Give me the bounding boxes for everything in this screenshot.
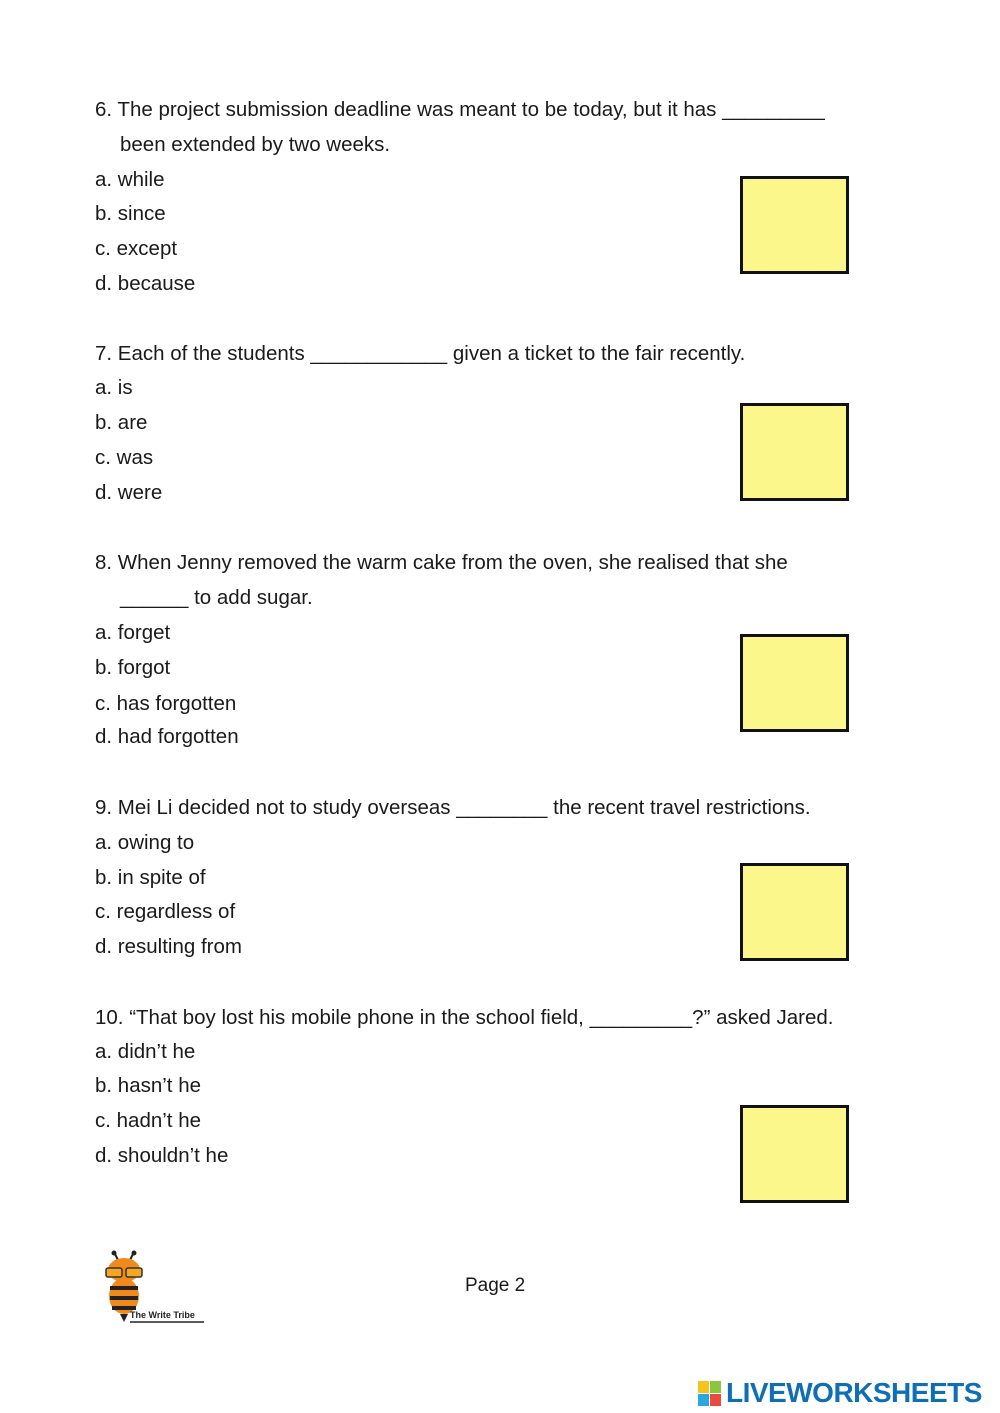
answer-box-q9[interactable] (740, 863, 849, 961)
question-8-stem: 8. When Jenny removed the warm cake from the oven, she realised that she (95, 551, 788, 574)
option-d: d. had forgotten (95, 725, 239, 748)
option-c: c. except (95, 237, 178, 260)
page-number: Page 2 (465, 1275, 526, 1296)
answer-box-q7[interactable] (740, 403, 849, 501)
option-a: a. didn’t he (95, 1040, 196, 1063)
option-b: b. are (95, 411, 148, 434)
question-6-stem: 6. The project submission deadline was meant to be today, but it has _________ (95, 98, 825, 121)
liveworksheets-text: LIVEWORKSHEETS (726, 1377, 982, 1408)
question-9-stem: 9. Mei Li decided not to study overseas ________ the recent travel restrictions. (95, 796, 811, 819)
option-a: a. owing to (95, 831, 195, 854)
option-c: c. was (95, 446, 154, 469)
write-tribe-logo (100, 1250, 210, 1326)
option-c: c. regardless of (95, 900, 236, 923)
answer-box-q8[interactable] (740, 634, 849, 732)
question-8-stem-cont: ______ to add sugar. (120, 586, 313, 609)
option-b: b. since (95, 202, 166, 225)
question-7-stem: 7. Each of the students ____________ given a ticket to the fair recently. (95, 342, 746, 365)
option-c: c. hadn’t he (95, 1109, 201, 1132)
option-d: d. because (95, 272, 196, 295)
option-b: b. in spite of (95, 866, 206, 889)
question-6-stem-cont: been extended by two weeks. (120, 133, 391, 156)
option-b: b. forgot (95, 656, 171, 679)
option-d: d. shouldn’t he (95, 1144, 229, 1167)
answer-box-q10[interactable] (740, 1105, 849, 1203)
option-a: a. is (95, 376, 133, 399)
option-d: d. were (95, 481, 163, 504)
question-10-stem: 10. “That boy lost his mobile phone in the school field, _________?” asked Jared. (95, 1006, 834, 1029)
option-c: c. has forgotten (95, 692, 237, 715)
logo-text: The Write Tribe (130, 1310, 195, 1320)
option-b: b. hasn’t he (95, 1074, 201, 1097)
answer-box-q6[interactable] (740, 176, 849, 274)
liveworksheets-watermark (698, 1376, 998, 1410)
option-a: a. forget (95, 621, 171, 644)
liveworksheets-cube-icon (698, 1381, 722, 1407)
option-a: a. while (95, 168, 165, 191)
option-d: d. resulting from (95, 935, 242, 958)
